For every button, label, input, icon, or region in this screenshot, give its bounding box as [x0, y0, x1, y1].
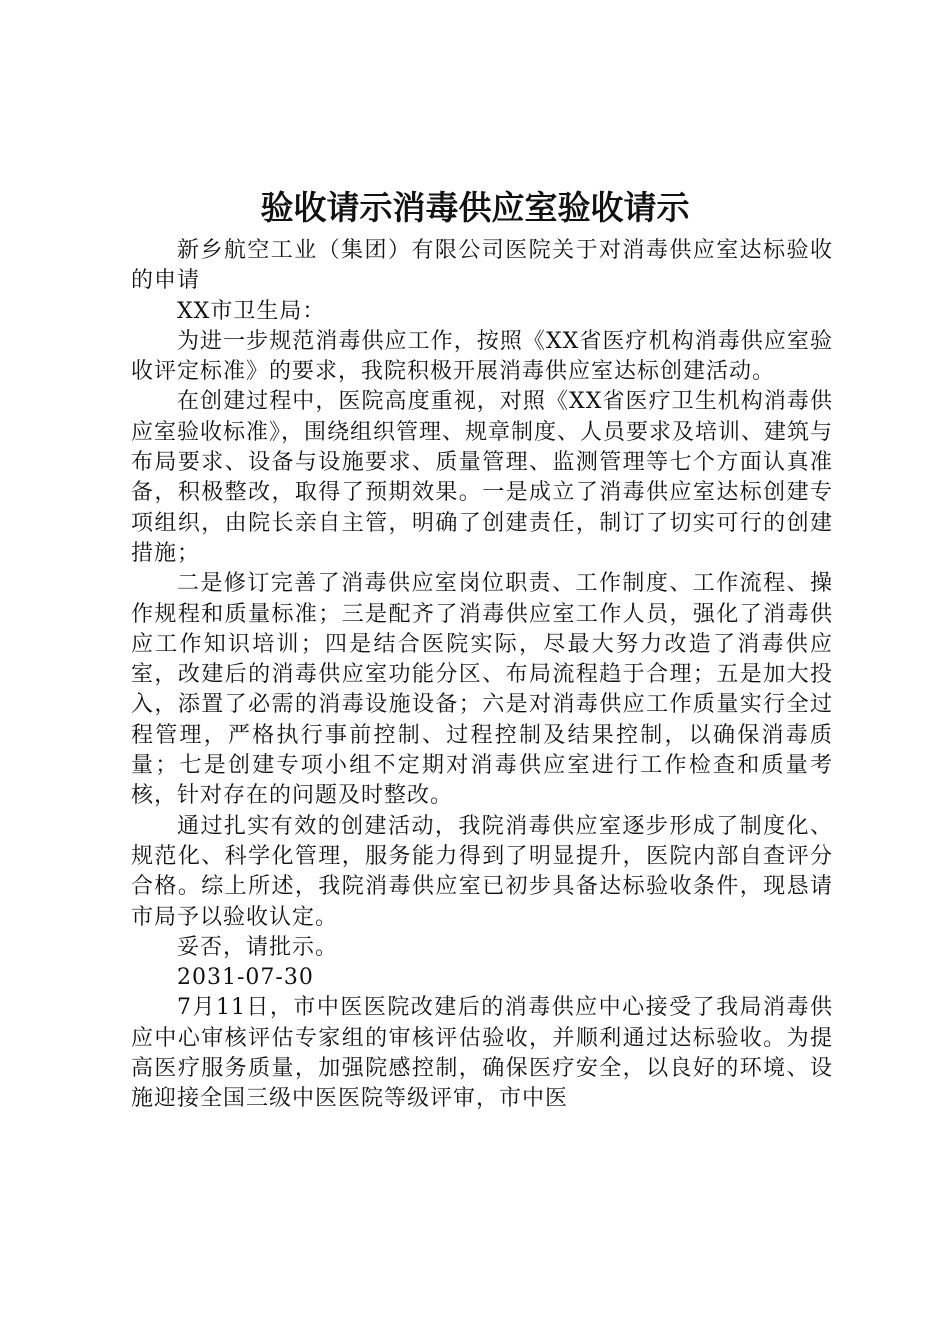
paragraph-process: 在创建过程中，医院高度重视，对照《XX省医疗卫生机构消毒供应室验收标准》，围绕组织管理、规章制度、人员要求及培训、建筑与布局要求、设备与设施要求、质量管理、监测管理等七个方面认真准备，积极整改，取得了预期效果。一是成立了消毒供应室达标创建专项组织，由院长亲自主管，明确了创建责任，制订了切实可行的创建措施； [131, 389, 834, 566]
paragraph-request: 妥否，请批示。 [177, 934, 339, 960]
document-body [131, 236, 833, 1115]
document-title: 验收请示消毒供应室验收请示 [260, 188, 690, 227]
paragraph-heading-line: 新乡航空工业（集团）有限公司医院关于对消毒供应室达标验收的申请 [131, 238, 833, 294]
paragraph-addressee: XX市卫生局： [177, 298, 326, 324]
paragraph-intro: 为进一步规范消毒供应工作，按照《XX省医疗机构消毒供应室验收评定标准》的要求，我院积极开展消毒供应室达标创建活动。 [131, 328, 833, 385]
paragraph-conclusion: 通过扎实有效的创建活动，我院消毒供应室逐步形成了制度化、规范化、科学化管理，服务能力得到了明显提升，医院内部自查评分合格。综上所述，我院消毒供应室已初步具备达标验收条件，现恳请市局予以验收认定。 [131, 813, 833, 930]
paragraph-date: 2031-07-30 [177, 965, 314, 991]
paragraph-news: 7月11日，市中医医院改建后的消毒供应中心接受了我局消毒供应中心审核评估专家组的审核评估验收，并顺利通过达标验收。为提高医疗服务质量，加强院感控制，确保医疗安全，以良好的环境、设施迎接全国三级中医医院等级评审，市中医 [131, 995, 833, 1112]
paragraph-measures: 二是修订完善了消毒供应室岗位职责、工作制度、工作流程、操作规程和质量标准；三是配齐了消毒供应室工作人员，强化了消毒供应工作知识培训；四是结合医院实际，尽最大努力改造了消毒供应室，改建后的消毒供应室功能分区、布局流程趋于合理；五是加大投入，添置了必需的消毒设施设备；六是对消毒供应工作质量实行全过程管理，严格执行事前控制、过程控制及结果控制，以确保消毒质量；七是创建专项小组不定期对消毒供应室进行工作检查和质量考核，针对存在的问题及时整改。 [131, 571, 833, 809]
